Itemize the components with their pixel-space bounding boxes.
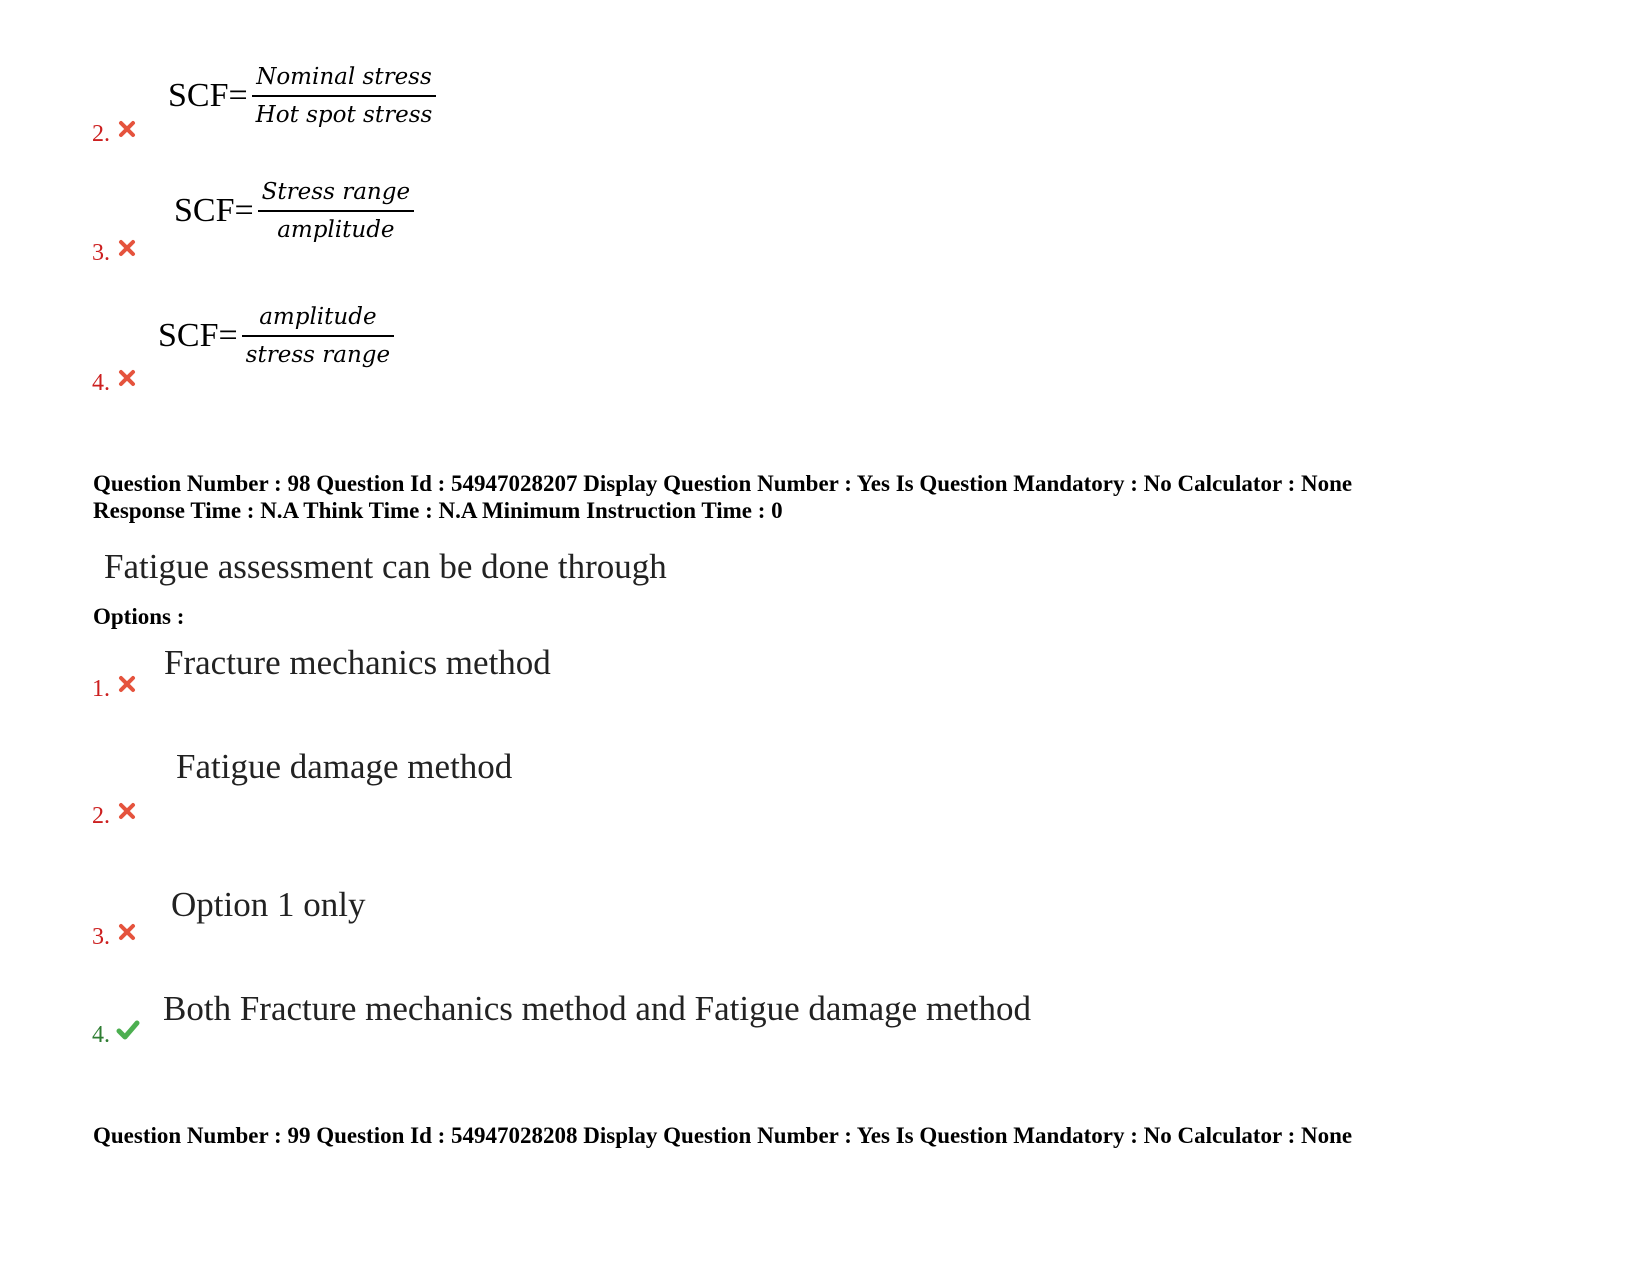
options-label: Options : bbox=[93, 604, 185, 629]
question-98-stem: Fatigue assessment can be done through bbox=[104, 547, 667, 586]
option-marker bbox=[92, 804, 110, 828]
fraction-denominator: stress range bbox=[245, 342, 391, 368]
formula-lhs: SCF= bbox=[168, 77, 248, 114]
option-marker bbox=[92, 1023, 110, 1047]
fraction-bar bbox=[242, 335, 394, 337]
fraction bbox=[242, 302, 394, 370]
option-marker bbox=[92, 371, 110, 395]
formula-option-2 bbox=[168, 62, 436, 130]
fraction-numerator: Nominal stress bbox=[256, 64, 432, 90]
option-number: 2. bbox=[92, 121, 110, 147]
option-text: Option 1 only bbox=[171, 885, 366, 924]
check-icon bbox=[116, 1019, 140, 1041]
option-number: 3. bbox=[92, 240, 110, 266]
fraction-bar bbox=[258, 210, 414, 212]
fraction bbox=[258, 177, 414, 245]
cross-icon bbox=[118, 923, 136, 941]
option-text: Both Fracture mechanics method and Fatigue damage method bbox=[163, 989, 1031, 1028]
question-98-meta-line-1: Question Number : 98 Question Id : 54947028207 Display Question Number : Yes Is Question Mandatory : No Calculator : None bbox=[93, 471, 1353, 496]
cross-icon bbox=[118, 369, 136, 387]
fraction bbox=[252, 62, 437, 130]
option-number: 1. bbox=[92, 676, 110, 702]
cross-icon bbox=[118, 239, 136, 257]
fraction-denominator: Hot spot stress bbox=[255, 102, 433, 128]
fraction-denominator: amplitude bbox=[277, 217, 395, 243]
formula-option-3 bbox=[174, 177, 414, 245]
option-marker bbox=[92, 122, 110, 146]
formula-option-4 bbox=[158, 302, 394, 370]
fraction-numerator: Stress range bbox=[261, 179, 411, 205]
question-98-meta-line-2: Response Time : N.A Think Time : N.A Minimum Instruction Time : 0 bbox=[93, 498, 783, 523]
question-99-meta-line-1: Question Number : 99 Question Id : 54947028208 Display Question Number : Yes Is Question Mandatory : No Calculator : None bbox=[93, 1123, 1353, 1148]
cross-icon bbox=[118, 802, 136, 820]
cross-icon bbox=[118, 120, 136, 138]
option-number: 2. bbox=[92, 803, 110, 829]
option-text: Fatigue damage method bbox=[176, 747, 513, 786]
fraction-bar bbox=[252, 95, 437, 97]
cross-icon bbox=[118, 675, 136, 693]
option-number: 3. bbox=[92, 924, 110, 950]
option-marker bbox=[92, 677, 110, 701]
option-number: 4. bbox=[92, 370, 110, 396]
option-number: 4. bbox=[92, 1022, 110, 1048]
option-text: Fracture mechanics method bbox=[164, 643, 551, 682]
formula-lhs: SCF= bbox=[174, 192, 254, 229]
option-marker bbox=[92, 925, 110, 949]
formula-lhs: SCF= bbox=[158, 317, 238, 354]
fraction-numerator: amplitude bbox=[259, 304, 377, 330]
option-marker bbox=[92, 241, 110, 265]
